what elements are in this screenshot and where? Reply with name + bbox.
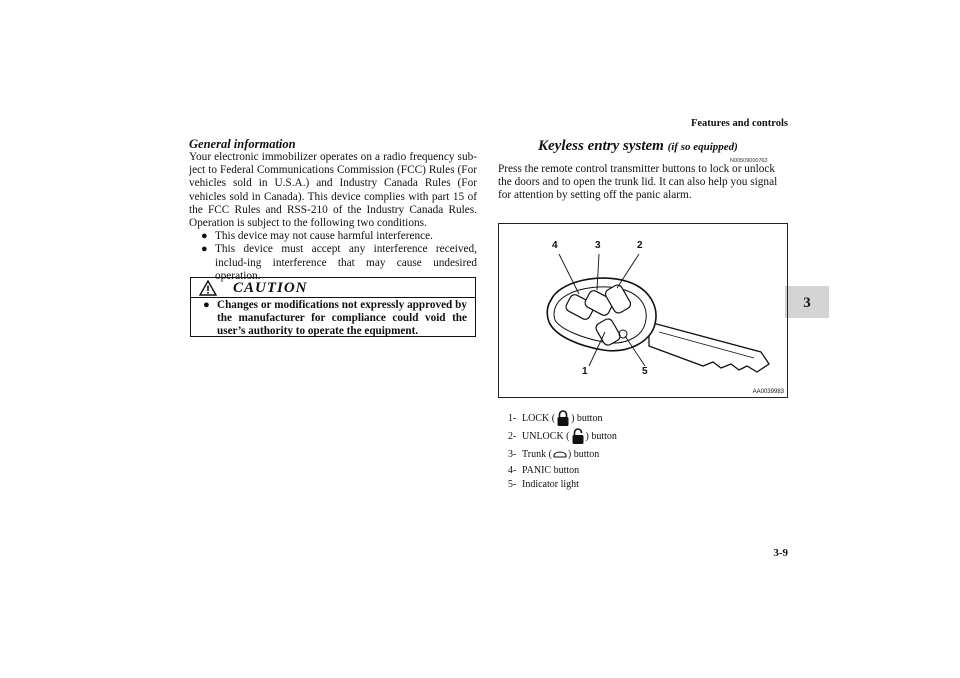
keyless-entry-title (538, 138, 738, 155)
callout-panic: 4 (552, 240, 558, 251)
page-header-title: Features and controls (690, 118, 788, 129)
callout-lock: 1 (582, 366, 588, 377)
legend-text-after: ) button (585, 430, 617, 442)
immobilizer-paragraph: Your electronic immobilizer operates on a radio frequency sub-ject to Federal Communications Commission (FCC) Rules (For vehicles sold in U.S.A.) and Industry Canada Rules (For vehicles sold in Canada). This device complies with part 15 of the FCC Rules and RSS-210 of the Industry Canada Rules. Operation is subject to the following two conditions. (189, 151, 477, 230)
caution-label: CAUTION (233, 279, 308, 296)
callout-indicator: 5 (642, 366, 648, 377)
document-id: N00509000763 (730, 158, 768, 164)
section-title: General information (189, 137, 296, 151)
caution-divider (191, 297, 475, 298)
title-suffix: (if so equipped) (667, 141, 738, 153)
legend-number: 1- (508, 412, 517, 424)
legend-text-before: UNLOCK ( (522, 430, 570, 442)
legend-number: 3- (508, 448, 517, 460)
caution-header (199, 280, 308, 296)
trunk-icon (553, 449, 567, 459)
bullet-text: This device must accept any interference received, includ-ing interference that may cause undesired operation. (215, 243, 477, 282)
chapter-tab-number: 3 (803, 295, 811, 311)
lock-icon (556, 409, 570, 427)
chapter-tab (785, 286, 829, 318)
legend-text-before: LOCK ( (522, 412, 556, 424)
bullet-item (201, 230, 477, 243)
left-column (189, 137, 477, 283)
legend-item (508, 445, 788, 463)
figure-legend (508, 409, 788, 491)
legend-item (508, 427, 788, 445)
legend-number: 5- (508, 478, 517, 490)
legend-text-after: ) button (571, 412, 603, 424)
bullet-dot: ● (201, 230, 208, 243)
caution-body (203, 299, 467, 338)
bullet-dot: ● (201, 243, 208, 256)
bullet-dot: ● (203, 299, 210, 311)
title-main: Keyless entry system (538, 138, 664, 154)
legend-item (508, 477, 788, 491)
callout-unlock: 2 (637, 240, 643, 251)
legend-text-before: Trunk ( (522, 448, 552, 460)
legend-text: Indicator light (522, 478, 579, 490)
legend-number: 4- (508, 464, 517, 476)
key-fob-figure (498, 223, 788, 398)
callout-trunk: 3 (595, 240, 601, 251)
legend-number: 2- (508, 430, 517, 442)
legend-text: PANIC button (522, 464, 580, 476)
legend-item (508, 463, 788, 477)
legend-item (508, 409, 788, 427)
bullet-text: This device may not cause harmful interference. (215, 230, 433, 243)
figure-id: AA0039983 (752, 389, 784, 395)
caution-box (190, 277, 476, 337)
warning-triangle-icon (199, 280, 217, 296)
caution-text: Changes or modifications not expressly approved by the manufacturer for compliance could void the user’s authority to operate the equipment. (217, 299, 467, 337)
page-number: 3-9 (773, 547, 788, 559)
keyless-paragraph: Press the remote control transmitter buttons to lock or unlock the doors and to open the trunk lid. It can also help you signal for attention by setting off the panic alarm. (498, 163, 778, 202)
unlock-icon (571, 427, 585, 445)
legend-text-after: ) button (567, 448, 600, 460)
